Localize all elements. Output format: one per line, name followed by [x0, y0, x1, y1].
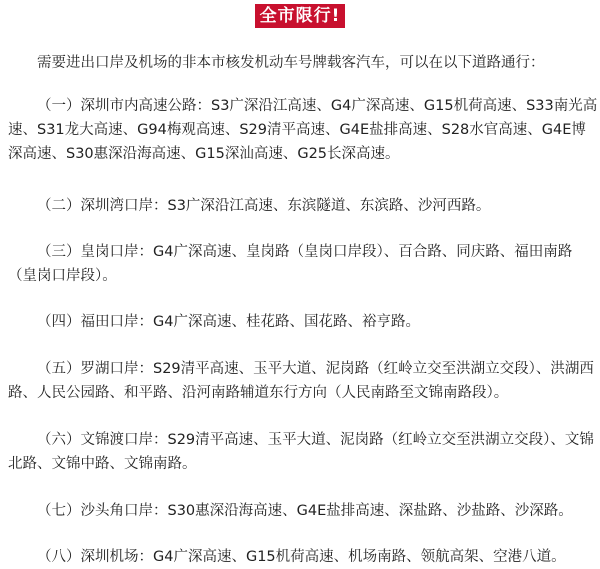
route-item-text: （五）罗湖口岸：S29清平高速、玉平大道、泥岗路（红岭立交至洪湖立交段）、洪湖西路、人民公园路、和平路、沿河南路辅道东行方向（人民南路至文锦南路段）。 — [8, 361, 594, 401]
banner-title: 全市限行! — [255, 4, 346, 28]
route-item-text: （六）文锦渡口岸：S29清平高速、玉平大道、泥岗路（红岭立交至洪湖立交段）、文锦北路、文锦中路、文锦南路。 — [8, 432, 594, 472]
route-item-4 — [8, 310, 600, 334]
route-item-text: （二）深圳湾口岸：S3广深沿江高速、东滨隧道、东滨路、沙河西路。 — [37, 198, 491, 214]
route-item-2 — [8, 194, 600, 218]
route-item-text: （三）皇岗口岸：G4广深高速、皇岗路（皇岗口岸段）、百合路、同庆路、福田南路（皇岗口岸段）。 — [8, 244, 573, 284]
banner-container — [0, 4, 600, 28]
route-item-text: （一）深圳市内高速公路：S3广深沿江高速、G4广深高速、G15机荷高速、S33南光高速、S31龙大高速、G94梅观高速、S29清平高速、G4E盐排高速、S28水官高速、G4E博深高速、S30惠深沿海高速、G15深汕高速、G25长深高速。 — [8, 98, 598, 162]
route-item-7 — [8, 499, 600, 523]
route-item-text: （八）深圳机场：G4广深高速、G15机荷高速、机场南路、领航高架、空港八道。 — [37, 549, 566, 565]
route-item-5 — [8, 357, 600, 405]
route-item-3 — [8, 240, 600, 288]
route-item-1 — [8, 94, 600, 166]
route-item-text: （四）福田口岸：G4广深高速、桂花路、国花路、裕亨路。 — [37, 314, 420, 330]
route-item-8 — [8, 545, 600, 569]
route-item-text: （七）沙头角口岸：S30惠深沿海高速、G4E盐排高速、深盐路、沙盐路、沙深路。 — [37, 503, 573, 519]
route-item-6 — [8, 428, 600, 476]
intro-paragraph: 需要进出口岸及机场的非本市核发机动车号牌载客汽车，可以在以下道路通行： — [37, 55, 545, 71]
